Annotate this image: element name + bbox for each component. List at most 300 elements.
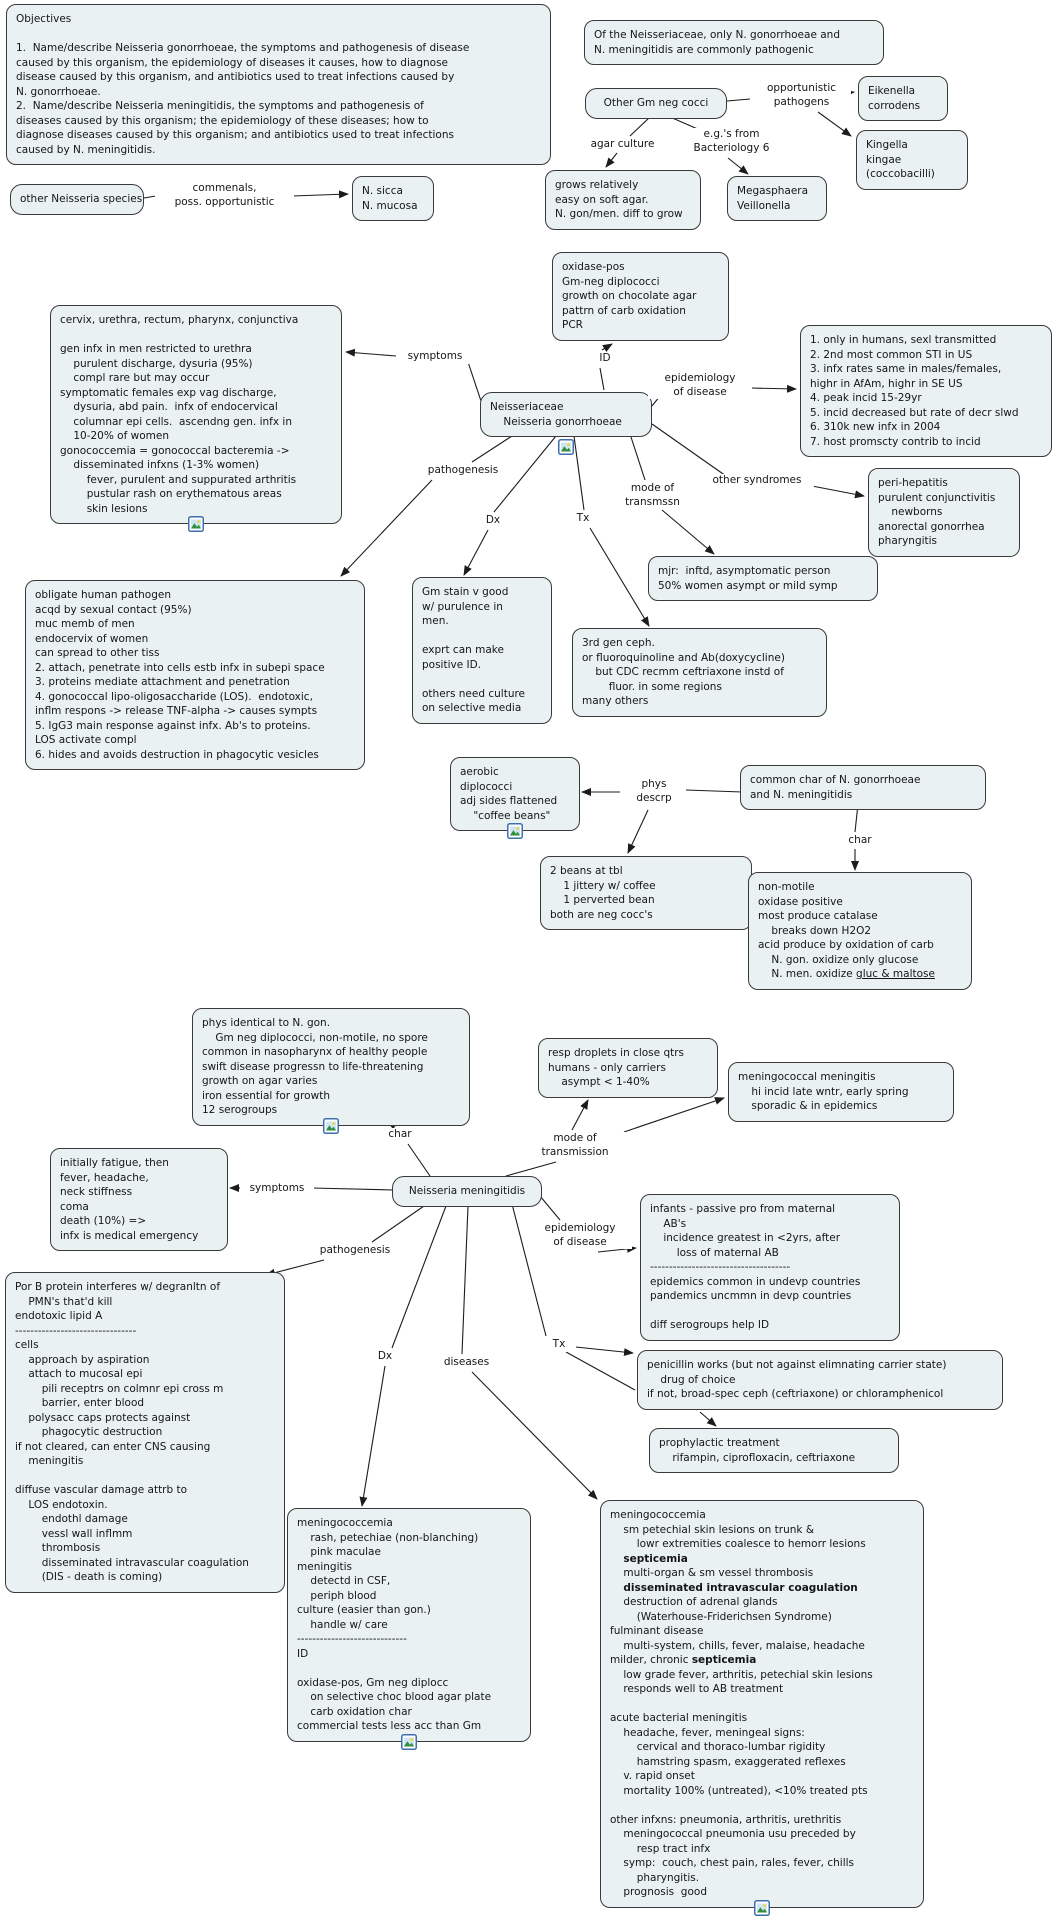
text-line: symptoms (249, 1182, 305, 1194)
text-line: phys identical to N. gon. (202, 1017, 331, 1029)
text-line: carb oxidation char (297, 1705, 412, 1718)
connector-line (462, 1206, 468, 1354)
text-line: LOS endotoxin. (15, 1498, 108, 1511)
text-line: epidemiology (544, 1222, 616, 1234)
text-line: skin lesions (60, 502, 148, 515)
connector-line (566, 1352, 635, 1390)
connector-line (540, 1196, 560, 1220)
text-line: septicemia (623, 1552, 688, 1565)
text-line: N. men. oxidize gluc & maltose (758, 968, 935, 980)
node-other-gm-neg-cocci[interactable] (585, 88, 727, 119)
text-line: incidence greatest in <2yrs, after (650, 1232, 841, 1244)
text-line: pharyngitis (878, 535, 938, 547)
box-men-symptoms[interactable] (50, 1148, 228, 1251)
text-line: (coccobacilli) (866, 168, 935, 180)
text-line: AB's (650, 1217, 687, 1230)
text-line: can spread to other tiss (35, 647, 160, 659)
text-line: oxidase-pos (562, 261, 625, 273)
box-men-dx[interactable] (287, 1508, 531, 1742)
label-commenals[interactable] (155, 182, 294, 209)
text-line: destruction of adrenal glands (610, 1596, 778, 1608)
text-line: endocervix of women (35, 632, 149, 645)
box-kingella[interactable] (856, 130, 968, 190)
text-line: 5. incid decreased but rate of decr slwd (810, 406, 1019, 419)
text-line: "coffee beans" (460, 809, 551, 822)
box-gon-symptoms[interactable] (50, 305, 342, 524)
label-gon-symptoms[interactable] (398, 350, 472, 364)
text-line (610, 1798, 914, 1813)
text-line: purulent discharge, dysuria (95%) (60, 357, 253, 370)
text-line: Dx (485, 514, 501, 526)
text-line: barrier, enter blood (15, 1397, 145, 1409)
box-common-char[interactable] (740, 765, 986, 810)
node-neisseria-gonorrhoeae[interactable] (480, 392, 652, 437)
text-line: columnar epi cells. ascendng gen. infx in (60, 415, 292, 428)
text-line: drug of choice (647, 1373, 736, 1386)
text-line: fever, headache, (60, 1171, 149, 1184)
text-line: both are neg cocc's (550, 908, 653, 921)
text-line: N. gon. oxidize only glucose (758, 953, 919, 966)
box-eikenella[interactable] (858, 76, 948, 121)
node-neisseria-meningitidis[interactable] (392, 1176, 542, 1207)
label-char-men[interactable] (378, 1128, 422, 1142)
label-men-mode[interactable] (518, 1132, 632, 1159)
text-line: fluor. in some regions (582, 680, 722, 693)
box-gon-other-syndromes[interactable] (868, 468, 1020, 557)
box-men-meningitis-season[interactable] (728, 1062, 954, 1122)
text-line: common in nasopharynx of healthy people (202, 1046, 428, 1058)
connector-line (472, 1372, 597, 1499)
text-line: acid produce by oxidation of carb (758, 939, 934, 951)
text-line: Eikenella (868, 85, 916, 97)
text-line: caused by this organism, the epidemiology of diseases it causes, how to diagnose (16, 56, 449, 69)
text-line (422, 672, 542, 687)
text-line: peri-hepatitis (878, 477, 948, 489)
text-line: periph blood (297, 1589, 377, 1602)
text-line: ID (297, 1647, 309, 1660)
text-line: coma (60, 1200, 89, 1213)
text-line: mortality 100% (untreated), <10% treated pts (610, 1784, 868, 1797)
label-egs-bacteriology[interactable] (672, 128, 791, 155)
connector-line (606, 153, 617, 167)
text-line: aerobic (460, 766, 499, 778)
text-line: or fluoroquinoline and Ab(doxycycline) (582, 651, 785, 664)
text-line: mjr: inftd, asymptomatic person (658, 565, 831, 577)
text-line: acute bacterial meningitis (610, 1712, 748, 1724)
connector-line (341, 480, 432, 576)
label-men-epidemiology[interactable] (528, 1222, 632, 1249)
text-line: v. rapid onset (610, 1770, 695, 1782)
text-line: anorectal gonorrhea (878, 520, 985, 533)
text-line: 3rd gen ceph. (582, 637, 655, 649)
text-line: inflm respons -> release TNF-alpha -> causes sympts (35, 705, 318, 717)
box-men-char[interactable] (192, 1008, 470, 1126)
text-line: and N. meningitidis (750, 788, 853, 801)
label-men-diseases[interactable] (432, 1356, 501, 1370)
text-line: N. gon/men. diff to grow (555, 208, 683, 220)
text-line: ------------------------------------- (650, 1261, 791, 1273)
text-line: resp tract infx (610, 1842, 711, 1855)
text-line: descrp (636, 791, 672, 804)
box-grows-on-agar[interactable] (545, 170, 701, 230)
picture-icon (558, 439, 574, 455)
text-line: diseases (443, 1356, 490, 1368)
text-line: easy on soft agar. (555, 193, 649, 206)
text-line: -------------------------------- (15, 1324, 137, 1337)
text-line: acqd by sexual contact (95%) (35, 603, 192, 616)
text-line: poss. opportunistic (174, 195, 275, 208)
box-men-diseases[interactable] (600, 1500, 924, 1908)
label-other-syndromes[interactable] (700, 474, 814, 488)
text-line: Megasphaera (737, 185, 809, 197)
box-men-pathogenesis[interactable] (5, 1272, 285, 1593)
label-men-tx[interactable] (542, 1338, 576, 1352)
connector-line (662, 510, 714, 554)
connector-line (602, 344, 612, 350)
connector-line (408, 1144, 430, 1176)
text-line: most produce catalase (758, 910, 878, 922)
label-gon-tx[interactable] (566, 512, 600, 526)
connector-line (392, 1206, 446, 1348)
text-line: breaks down H2O2 (758, 924, 872, 937)
connector-line (292, 194, 348, 196)
text-line: Other Gm neg cocci (603, 97, 709, 109)
box-gon-dx[interactable] (412, 577, 552, 724)
label-men-dx[interactable] (368, 1350, 402, 1364)
connector-line (818, 112, 851, 136)
text-line: meningococcal meningitis (738, 1071, 876, 1083)
text-line (610, 1697, 914, 1712)
text-line: ----------------------------- (297, 1633, 407, 1645)
text-line: 4. gonococcal lipo-oligosaccharide (LOS). endotoxic, (35, 690, 313, 703)
text-line: prognosis good (610, 1886, 707, 1898)
text-line: PCR (562, 319, 583, 331)
text-line: w/ purulence in (422, 600, 503, 613)
text-line: symp: couch, chest pain, rales, fever, chills (610, 1857, 855, 1869)
text-line: 3. proteins mediate attachment and penetration (35, 676, 290, 688)
connector-line (464, 530, 488, 575)
label-gon-mode[interactable] (608, 482, 697, 509)
text-line: non-motile (758, 881, 815, 893)
text-line: 6. hides and avoids destruction in phagocytic vesicles (35, 748, 319, 761)
text-line: others need culture (422, 687, 526, 700)
picture-icon (507, 823, 523, 839)
text-line: other Neisseria species (20, 193, 143, 205)
text-line: Of the Neisseriaceae, only N. gonorrhoeae and (594, 29, 841, 41)
text-line: asympt < 1-40% (548, 1076, 650, 1088)
text-line: lowr extremities coalesce to hemorr lesions (610, 1538, 866, 1550)
box-n-sicca-mucosa[interactable] (352, 176, 434, 221)
text-line: 3. infx rates same in males/females, (810, 363, 1002, 375)
text-line: Kingella (866, 139, 908, 151)
text-line: meningococcal pneumonia usu preceded by (610, 1828, 856, 1840)
text-line: pathogenesis (319, 1244, 391, 1256)
text-line: epidemics common in undevp countries (650, 1275, 861, 1288)
text-line: mode of (630, 482, 675, 494)
text-line: newborns (878, 506, 943, 518)
text-line: thrombosis (15, 1542, 101, 1554)
text-line: Tx (552, 1338, 566, 1350)
text-line: meningococcemia (297, 1517, 393, 1529)
text-line: diff serogroups help ID (650, 1319, 770, 1331)
text-line: cervical and thoraco-lumbar rigidity (610, 1741, 826, 1753)
text-line: Veillonella (737, 199, 791, 212)
label-men-pathogenesis[interactable] (308, 1244, 402, 1258)
text-line: pathogens (773, 95, 830, 108)
text-line: diseases caused by this organism; the epidemiology of these diseases; how to (16, 114, 429, 127)
text-line: positive ID. (422, 658, 482, 671)
text-line: Neisseria meningitidis (408, 1185, 526, 1197)
text-line: Por B protein interferes w/ degranltn of (15, 1281, 221, 1293)
text-line: muc memb of men (35, 618, 135, 630)
image-resource-icon[interactable] (507, 823, 523, 839)
text-line: ID (599, 352, 611, 364)
text-line: N. gonorrhoeae. (16, 85, 101, 98)
connector-line (728, 158, 748, 174)
text-line: disease caused by this organism, and antibiotics used to treat infections caused by (16, 71, 455, 83)
text-line: pharyngitis. (610, 1871, 700, 1884)
connector-line (686, 790, 742, 792)
text-line: disseminated intravascular coagulation (623, 1581, 858, 1594)
text-line: 12 serogroups (202, 1104, 278, 1116)
text-line: pink maculae (297, 1546, 381, 1558)
text-line: LOS activate compl (35, 734, 137, 746)
image-resource-icon[interactable] (558, 439, 574, 455)
label-char-gon[interactable] (838, 834, 882, 848)
connector-line (700, 1412, 716, 1426)
text-line: cervix, urethra, rectum, pharynx, conjunctiva (60, 314, 299, 326)
text-line: diplococci (460, 780, 513, 793)
text-line: growth on agar varies (202, 1075, 318, 1087)
text-line: neck stiffness (60, 1186, 133, 1198)
text-line: 1 jittery w/ coffee (550, 879, 656, 892)
picture-icon (323, 1118, 339, 1134)
box-men-tx[interactable] (637, 1350, 1003, 1410)
text-line: meningococcemia (610, 1509, 706, 1521)
text-line: 6. 310k new infx in 2004 (810, 421, 941, 433)
picture-icon (401, 1734, 417, 1750)
text-line: meningitis (15, 1455, 84, 1467)
text-line: exprt can make (422, 644, 504, 656)
text-line: 1 perverted bean (550, 894, 655, 906)
label-opportunistic-pathogens[interactable] (752, 82, 851, 109)
text-line: commenals, (192, 182, 257, 194)
text-line: Gm-neg diplococci (562, 275, 660, 288)
text-line: common char of N. gonorrhoeae (750, 774, 921, 786)
connector-line (590, 528, 649, 626)
connector-line (372, 1206, 424, 1242)
image-resource-icon[interactable] (188, 516, 204, 532)
text-line: pili receptrs on colmnr epi cross m (15, 1382, 224, 1395)
image-resource-icon[interactable] (323, 1118, 339, 1134)
text-line: grows relatively (555, 179, 639, 191)
text-line: multi-system, chills, fever, malaise, headache (610, 1639, 865, 1652)
text-line: 4. peak incid 15-29yr (810, 392, 922, 404)
box-men-prophylaxis[interactable] (649, 1428, 899, 1473)
text-line: 2. Name/describe Neisseria meningitidis, the symptoms and pathogenesis of (16, 100, 424, 112)
text-line: dysuria, abd pain. infx of endocervical (60, 401, 278, 413)
picture-icon (754, 1900, 770, 1916)
text-line: prophylactic treatment (659, 1437, 780, 1449)
text-line: responds well to AB treatment (610, 1683, 784, 1695)
text-line: meningitis (297, 1560, 353, 1573)
connector-line (624, 1098, 724, 1132)
text-line: vessl wall inflmm (15, 1527, 133, 1540)
box-coffee-beans-joke[interactable] (540, 856, 752, 930)
text-line (15, 1469, 275, 1484)
text-line: endothl damage (15, 1513, 128, 1525)
text-line: mode of (553, 1132, 597, 1144)
text-line: pathogenesis (427, 464, 499, 476)
label-gon-pathogenesis[interactable] (416, 464, 510, 478)
box-objectives[interactable] (6, 4, 551, 165)
box-neisseriaceae-note[interactable] (584, 20, 884, 65)
text-line: N. meningitidis are commonly pathogenic (594, 43, 814, 56)
box-gon-epidemiology[interactable] (800, 325, 1052, 457)
label-gon-id[interactable] (588, 352, 622, 366)
label-agar-culture[interactable] (578, 138, 667, 152)
text-line: transmssn (625, 495, 680, 508)
text-line: Dx (377, 1350, 393, 1362)
text-line: PMN's that'd kill (15, 1295, 113, 1308)
text-line: humans - only carriers (548, 1061, 666, 1074)
text-line: loss of maternal AB (650, 1246, 779, 1259)
text-line (297, 1661, 521, 1676)
text-line: but CDC recmm ceftriaxone instd of (582, 666, 784, 678)
text-line: pandemics uncmmn in devp countries (650, 1290, 852, 1302)
text-line: disseminated infxns (1-3% women) (60, 459, 260, 471)
text-line: fulminant disease (610, 1625, 704, 1637)
text-line: endotoxic lipid A (15, 1310, 103, 1322)
text-line (422, 629, 542, 644)
text-line: e.g.'s from (703, 128, 760, 140)
text-line: Neisseriaceae (490, 401, 564, 413)
text-line: sm petechial skin lesions on trunk & (610, 1523, 815, 1536)
connector-line (472, 436, 512, 462)
text-line: char (388, 1128, 412, 1140)
text-line (60, 328, 332, 343)
text-line: Objectives (16, 13, 72, 25)
text-line: 2. attach, penetrate into cells estb infx in subepi space (35, 661, 325, 674)
text-line: 7. host promscty contrib to incid (810, 435, 981, 448)
box-gon-tx[interactable] (572, 628, 827, 717)
text-line: Gm neg diplococci, non-motile, no spore (202, 1031, 428, 1044)
text-line: symptomatic females exp vag discharge, (60, 386, 277, 399)
box-megasphaera[interactable] (727, 176, 827, 221)
text-line: hamstring spasm, exaggerated reflexes (610, 1755, 846, 1768)
text-line: milder, chronic septicemia (610, 1654, 757, 1666)
text-line: initially fatigue, then (60, 1157, 169, 1169)
text-line: attach to mucosal epi (15, 1368, 143, 1380)
text-line: diffuse vascular damage attrb to (15, 1484, 188, 1496)
picture-icon (188, 516, 204, 532)
label-gon-epidemiology[interactable] (648, 372, 752, 399)
text-line: commercial tests less acc than Gm (297, 1720, 482, 1732)
text-line: symptoms (407, 350, 463, 362)
text-line: growth on chocolate agar (562, 290, 697, 302)
text-line: 50% women asympt or mild symp (658, 579, 838, 592)
text-line: headache, fever, meningeal signs: (610, 1726, 805, 1739)
connector-line (506, 1162, 556, 1176)
text-line: 10-20% of women (60, 430, 169, 442)
text-line: obligate human pathogen (35, 589, 171, 601)
text-line: epidemiology (664, 372, 736, 384)
box-gon-id[interactable] (552, 252, 729, 341)
text-line (16, 27, 541, 42)
text-line: Neisseria gonorrhoeae (490, 415, 622, 428)
text-line: penicillin works (but not against elimnating carrier state) (647, 1359, 947, 1371)
node-other-neisseria-species[interactable] (10, 184, 144, 215)
text-line: sporadic & in epidemics (738, 1100, 878, 1112)
text-line: N. sicca (362, 185, 403, 197)
text-line: N. mucosa (362, 199, 418, 212)
text-line: 1. only in humans, sexl transmitted (810, 334, 997, 346)
text-line: caused by N. meningitidis. (16, 143, 156, 156)
box-char-detail[interactable] (748, 872, 972, 990)
box-gon-transmission[interactable] (648, 556, 878, 601)
connector-line (630, 434, 645, 480)
text-line: rifampin, ciprofloxacin, ceftriaxone (659, 1451, 856, 1464)
text-line: of disease (673, 385, 727, 398)
text-line: purulent conjunctivitis (878, 491, 996, 504)
text-line: adj sides flattened (460, 795, 558, 807)
connector-line (566, 1346, 633, 1353)
box-men-transmission[interactable] (538, 1038, 718, 1098)
text-line: opportunistic (766, 82, 837, 94)
box-phys-description[interactable] (450, 757, 580, 831)
text-line: gonococcemia = gonococcal bacteremia -> (60, 444, 290, 457)
label-men-symptoms[interactable] (240, 1182, 314, 1196)
label-gon-dx[interactable] (476, 514, 510, 528)
text-line: death (10%) => (60, 1215, 147, 1227)
text-line: approach by aspiration (15, 1353, 150, 1366)
text-line: of disease (553, 1235, 607, 1248)
text-line: phys (641, 778, 667, 790)
text-line: handle w/ care (297, 1618, 388, 1631)
text-line: detectd in CSF, (297, 1575, 391, 1587)
image-resource-icon[interactable] (754, 1900, 770, 1916)
text-line: pattrn of carb oxidation (562, 304, 686, 317)
connector-line (652, 424, 726, 476)
text-line: culture (easier than gon.) (297, 1604, 431, 1616)
connector-line (572, 1100, 588, 1130)
text-line: other syndromes (712, 474, 802, 486)
text-line: compl rare but may occur (60, 372, 210, 384)
label-phys-descrp[interactable] (622, 778, 686, 805)
text-line: multi-organ & sm vessel thrombosis (610, 1567, 814, 1579)
text-line: kingae (866, 153, 902, 166)
connector-line (574, 436, 584, 510)
text-line: on selective choc blood agar plate (297, 1691, 492, 1703)
text-line: infants - passive pro from maternal (650, 1203, 836, 1215)
text-line: pustular rash on erythematous areas (60, 488, 282, 500)
connector-line (727, 99, 750, 101)
text-line: polysacc caps protects against (15, 1411, 191, 1424)
image-resource-icon[interactable] (401, 1734, 417, 1750)
text-line: oxidase positive (758, 895, 843, 908)
text-line: highr in AfAm, highr in SE US (810, 377, 963, 390)
box-men-epidemiology[interactable] (640, 1194, 900, 1341)
text-line: if not cleared, can enter CNS causing (15, 1440, 211, 1453)
box-gon-pathogenesis[interactable] (25, 580, 365, 770)
connector-line (362, 1366, 385, 1506)
text-line: gen infx in men restricted to urethra (60, 343, 252, 355)
text-line: cells (15, 1339, 39, 1351)
text-line: other infxns: pneumonia, arthritis, urethritis (610, 1813, 842, 1826)
text-line: Tx (576, 512, 590, 524)
text-line: fever, purulent and suppurated arthritis (60, 473, 297, 486)
text-line: Gm stain v good (422, 586, 509, 598)
